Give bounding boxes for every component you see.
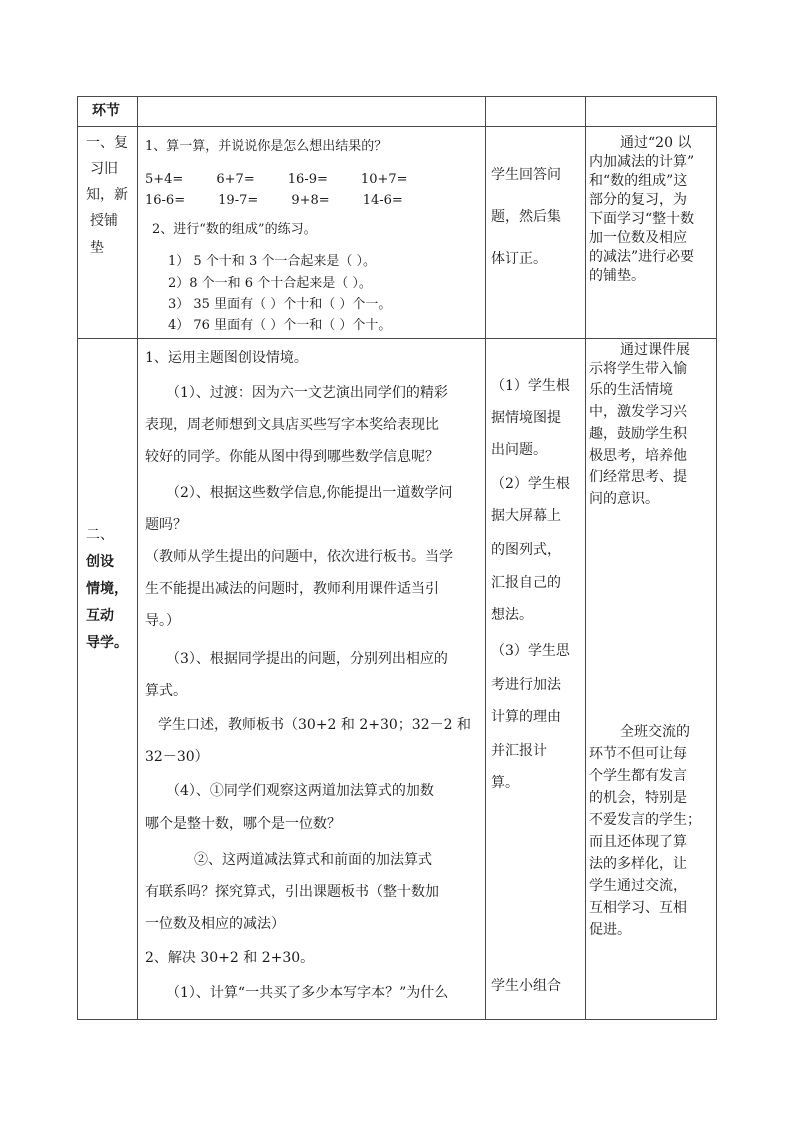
row2-intent-line: 通过课件展 <box>620 342 690 358</box>
row2-stage-line: 创设 <box>86 554 114 570</box>
header-stage-label: 环节 <box>92 103 120 119</box>
row2-content-line: （教师从学生提出的问题中，依次进行板书。当学 <box>145 549 453 565</box>
table-divider-3 <box>585 96 586 1020</box>
row1-content-line: 1、算一算，并说说你是怎么想出结果的？ <box>145 139 388 154</box>
row2-content-line: 算式。 <box>145 683 187 699</box>
row2-student-line: 考进行加法 <box>491 677 561 693</box>
table-border-top <box>77 96 717 97</box>
table-border-right <box>716 96 717 1020</box>
row2-content-line: 题吗？ <box>145 517 187 533</box>
row2-student-line: 据大屏幕上 <box>491 508 561 524</box>
row2-content-line: 2、解决 30+2 和 2+30。 <box>145 950 315 966</box>
row2-content-line: 有联系吗？探究算式，引出课题板书（整十数加 <box>145 884 439 900</box>
row2-stage-line: 互动 <box>86 608 114 624</box>
row2-intent-line: 趣，鼓励学生积 <box>589 426 687 442</box>
row2-intent-line: 极思考，培养他 <box>589 448 687 464</box>
row1-intent-line: 的铺垫。 <box>589 268 645 284</box>
row1-student-line: 学生回答问 <box>491 167 561 183</box>
row2-content-line: ②、这两道减法算式和前面的加法算式 <box>194 852 432 868</box>
row1-intent-line: 和“数的组成”这 <box>589 173 688 189</box>
row1-stage-line: 授铺 <box>90 213 118 229</box>
row1-content-line: 2）8 个一和 6 个十合起来是（ ）。 <box>168 276 372 291</box>
row1-content-line: 1） 5 个十和 3 个一合起来是（ ）。 <box>168 254 376 269</box>
table-border-bottom <box>77 1019 717 1020</box>
row1-content-line: 5+4= 6+7= 16-9= 10+7= <box>145 172 408 187</box>
row2-content-line: 32－30） <box>145 749 209 765</box>
row2-intent-line: 促进。 <box>589 922 631 938</box>
row1-stage-line: 知，新 <box>86 187 128 203</box>
row1-student-line: 体订正。 <box>491 251 547 267</box>
row2-intent-line: 乐的生活情境 <box>589 382 673 398</box>
row2-content-line: （1）、过渡：因为六一文艺演出同学们的精彩 <box>166 385 448 401</box>
row1-content-line: 16-6= 19-7= 9+8= 14-6= <box>145 193 403 208</box>
row2-intent-line: 不爱发言的学生； <box>589 812 701 828</box>
row1-intent-line: 部分的复习，为 <box>589 192 687 208</box>
row1-intent-line: 下面学习“整十数 <box>589 211 695 227</box>
row2-content-line: 哪个是整十数，哪个是一位数？ <box>145 816 341 832</box>
row2-stage-line: 导学。 <box>86 635 128 651</box>
row2-content-line: 生不能提出减法的问题时，教师利用课件适当引 <box>145 581 439 597</box>
row2-student-line: 据情境图提 <box>491 410 561 426</box>
row2-student-line: 学生小组合 <box>491 978 561 994</box>
row1-content-line: 2、进行“数的组成”的练习。 <box>152 222 317 237</box>
row2-content-line: 1、运用主题图创设情境。 <box>145 350 308 366</box>
row2-student-line: （2）学生根 <box>491 476 570 492</box>
row1-intent-line: 内加减法的计算” <box>589 154 695 170</box>
row2-student-line: 出问题。 <box>491 442 547 458</box>
row2-intent-line: 个学生都有发言 <box>589 768 687 784</box>
row2-student-line: 想法。 <box>491 607 533 623</box>
row1-content-line: 4） 76 里面有（ ）个一和（ ）个十。 <box>168 318 392 333</box>
row2-intent-line: 学生通过交流， <box>589 878 687 894</box>
row2-student-line: 并汇报计 <box>491 743 547 759</box>
row2-stage-line: 二、 <box>86 527 114 543</box>
row1-intent-line: 的减法”进行必要 <box>589 249 695 265</box>
row2-intent-line: 环节不但可让每 <box>589 746 687 762</box>
row1-student-line: 题，然后集 <box>491 209 561 225</box>
table-divider-1 <box>137 96 138 1020</box>
table-border-header-bottom <box>77 126 717 127</box>
row2-intent-line: 互相学习、互相 <box>589 900 687 916</box>
row2-intent-line: 法的多样化，让 <box>589 856 687 872</box>
row2-intent-line: 而且还体现了算 <box>589 834 687 850</box>
row2-intent-line: 的机会，特别是 <box>589 790 687 806</box>
row1-intent-line: 加一位数及相应 <box>589 230 687 246</box>
row1-content-line: 3） 35 里面有（ ）个十和（ ）个一。 <box>168 297 392 312</box>
row2-content-line: （2）、根据这些数学信息,你能提出一道数学问 <box>166 485 453 501</box>
table-border-row1-bottom <box>77 338 717 339</box>
row1-stage-line: 一、复 <box>86 135 128 151</box>
row2-content-line: （4）、①同学们观察这两道加法算式的加数 <box>166 783 434 799</box>
row2-stage-line: 情境， <box>86 581 128 597</box>
row1-stage-line: 习旧 <box>90 161 118 177</box>
row2-intent-line: 们经常思考、提 <box>589 469 687 485</box>
row2-student-line: （1）学生根 <box>491 378 570 394</box>
row2-content-line: 表现，周老师想到文具店买些写字本奖给表现比 <box>145 417 439 433</box>
row2-intent-line: 中，激发学习兴 <box>589 404 687 420</box>
row2-intent-line: 示将学生带入愉 <box>589 361 687 377</box>
row2-student-line: 的图列式， <box>491 542 561 558</box>
row2-intent-line: 全班交流的 <box>620 724 690 740</box>
row1-stage-line: 垫 <box>90 240 104 256</box>
row2-content-line: （3）、根据同学提出的问题，分别列出相应的 <box>166 651 448 667</box>
row2-student-line: （3）学生思 <box>491 643 570 659</box>
table-divider-2 <box>485 96 486 1020</box>
row2-student-line: 计算的理由 <box>491 709 561 725</box>
row2-intent-line: 问的意识。 <box>589 491 659 507</box>
row2-content-line: 一位数及相应的减法） <box>145 916 285 932</box>
row2-content-line: 学生口述，教师板书（30+2 和 2+30；32－2 和 <box>158 717 471 733</box>
row2-student-line: 汇报自己的 <box>491 575 561 591</box>
row2-content-line: 导。） <box>145 613 180 629</box>
row1-intent-line: 通过“20 以 <box>620 135 692 151</box>
row2-content-line: （1）、计算“一共买了多少本写字本？”为什么 <box>166 985 449 1001</box>
table-border-left <box>77 96 78 1020</box>
row2-student-line: 算。 <box>491 775 519 791</box>
row2-content-line: 较好的同学。你能从图中得到哪些数学信息呢？ <box>145 449 439 465</box>
